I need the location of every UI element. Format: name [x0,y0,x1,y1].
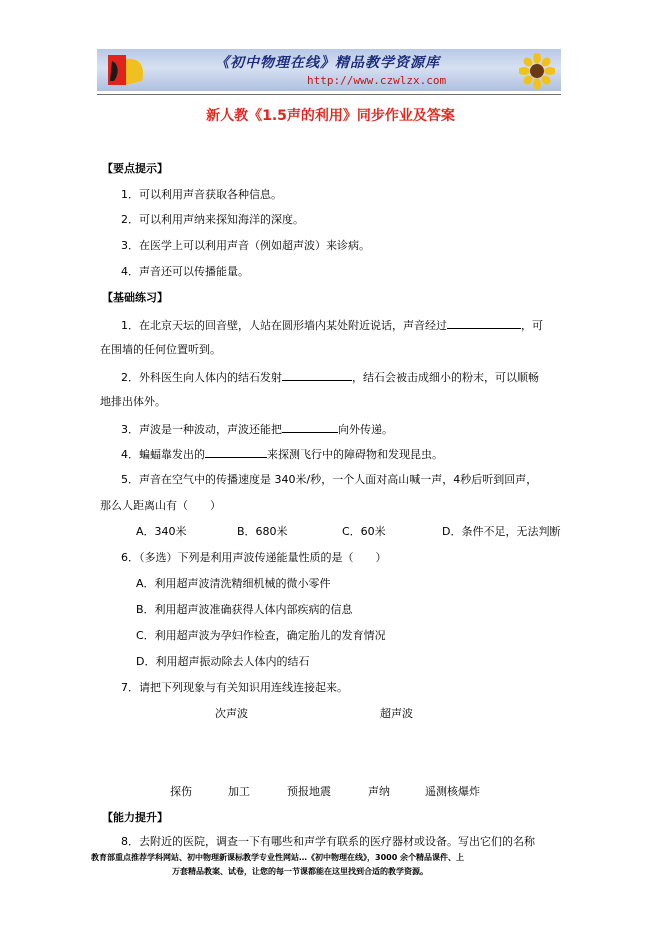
matching-bottom-flaw-detection: 探伤 [170,785,192,798]
question-5-line2: 那么人距离山有（ ） [100,499,221,512]
matching-bottom-sonar: 声纳 [368,785,390,798]
sunflower-icon [519,53,555,89]
header-banner [97,49,561,91]
question-1-line1 [121,317,543,333]
footer-line-1: 教育部重点推荐学科网站、初中物理新课标教学专业性网站…《初中物理在线》，3000 余个精品课件、上 [91,853,465,862]
question-3 [121,421,393,437]
answer-blank[interactable] [282,369,352,381]
header-divider [97,94,561,95]
matching-bottom-nuclear-detection: 遥测核爆炸 [425,785,480,798]
question-2-text: 2．外科医生向人体内的结石发射 [121,371,282,384]
matching-top-ultrasound: 超声波 [380,707,413,720]
question-2-line2: 地排出体外。 [100,395,166,408]
question-6-option-c: C．利用超声波为孕妇作检查，确定胎儿的发育情况 [136,629,386,642]
document-title: 新人教《1.5声的利用》同步作业及答案 [206,108,455,124]
site-logo-icon [102,51,150,89]
key-point-4: 4．声音还可以传播能量。 [121,265,249,278]
matching-bottom-earthquake-forecast: 预报地震 [287,785,331,798]
question-4-text: 4．蝙蝠靠发出的 [121,448,205,461]
question-7-stem: 7．请把下列现象与有关知识用连线连接起来。 [121,681,348,694]
answer-blank[interactable] [205,446,267,458]
section-key-points: 【要点提示】 [102,162,168,175]
question-6-stem: 6．（多选）下列是利用声波传递能量性质的是（ ） [121,551,387,564]
banner-url[interactable]: http://www.czwlzx.com [307,74,447,87]
footer-line-2: 万套精品教案、试卷，让您的每一节课都能在这里找到合适的教学资源。 [172,867,428,876]
question-2-line1 [121,369,539,385]
question-5-line1: 5．声音在空气中的传播速度是 340米/秒，一个人面对高山喊一声，4秒后听到回声， [121,473,538,486]
question-1-text: 1．在北京天坛的回音壁，人站在圆形墙内某处附近说话，声音经过 [121,319,447,332]
section-basic-practice: 【基础练习】 [102,291,168,304]
question-3-text: 3．声波是一种波动，声波还能把 [121,423,282,436]
question-1-tail: ，可 [521,319,543,332]
question-6-option-b: B．利用超声波准确获得人体内部疾病的信息 [136,603,353,616]
key-point-2: 2．可以利用声纳来探知海洋的深度。 [121,213,304,226]
answer-blank[interactable] [447,317,521,329]
question-4 [121,446,443,462]
question-2-tail: ，结石会被击成细小的粉末，可以顺畅 [352,371,539,384]
question-5-option-d: D．条件不足，无法判断 [442,525,561,538]
question-6-option-a: A．利用超声波清洗精细机械的微小零件 [136,577,331,590]
question-3-tail: 向外传递。 [338,423,393,436]
section-ability-improvement: 【能力提升】 [102,811,168,824]
question-1-line2: 在围墙的任何位置听到。 [100,343,221,356]
question-5-option-a: A．340米 [136,525,187,538]
banner-title: 《初中物理在线》精品教学资源库 [215,55,440,71]
key-point-1: 1．可以利用声音获取各种信息。 [121,188,282,201]
question-5-option-c: C．60米 [342,525,386,538]
matching-top-infrasound: 次声波 [215,707,248,720]
key-point-3: 3．在医学上可以利用声音（例如超声波）来诊病。 [121,239,370,252]
answer-blank[interactable] [282,421,338,433]
question-6-option-d: D．利用超声振动除去人体内的结石 [136,655,310,668]
question-5-option-b: B．680米 [237,525,288,538]
matching-bottom-processing: 加工 [228,785,250,798]
question-4-tail: 来探测飞行中的障碍物和发现昆虫。 [267,448,443,461]
question-8: 8．去附近的医院，调查一下有哪些和声学有联系的医疗器材或设备。写出它们的名称 [121,835,535,848]
